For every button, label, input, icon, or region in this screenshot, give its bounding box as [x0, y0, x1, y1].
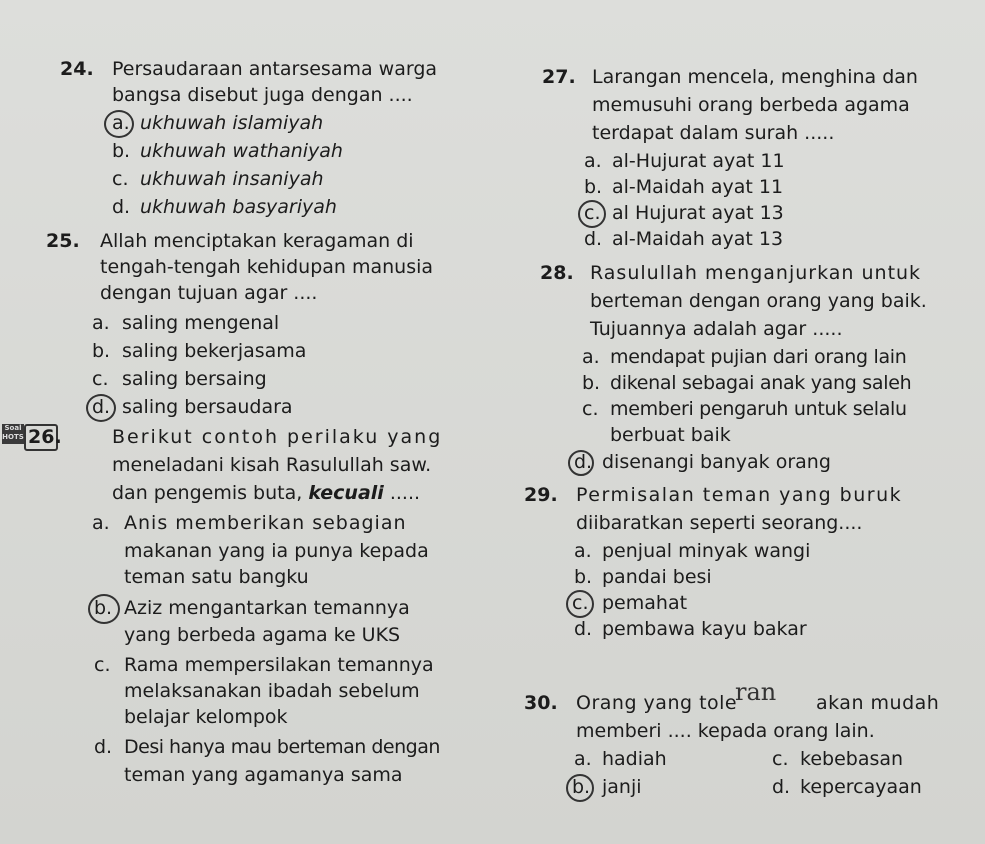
- option-27c-letter: c.: [584, 202, 601, 224]
- option-29c-letter: c.: [572, 592, 589, 614]
- question-26-stem-line-1: Berikut contoh perilaku yang: [112, 426, 443, 448]
- option-27d-text: al-Maidah ayat 13: [612, 228, 784, 250]
- option-25b-text: saling bekerjasama: [122, 340, 307, 362]
- option-27d-letter: d.: [584, 228, 603, 250]
- question-26-stem-line-2: meneladani kisah Rasulullah saw.: [112, 454, 432, 476]
- option-29c-text: pemahat: [602, 592, 688, 614]
- option-30a-letter: a.: [574, 748, 592, 770]
- option-27a-letter: a.: [584, 150, 602, 172]
- option-26a-line-3: teman satu bangku: [124, 566, 309, 588]
- option-26d-letter: d.: [94, 736, 113, 758]
- question-26-stem-suffix: .....: [383, 482, 421, 504]
- option-30c-text: kebebasan: [800, 748, 904, 770]
- handwritten-correction: ran: [735, 678, 777, 706]
- question-30-stem-line-1a: Orang yang tole: [576, 692, 738, 714]
- question-26-stem-except: kecuali: [308, 482, 384, 504]
- option-25c-text: saling bersaing: [122, 368, 267, 390]
- option-25c-letter: c.: [92, 368, 109, 390]
- option-25d-text: saling bersaudara: [122, 396, 293, 418]
- option-24d-text: ukhuwah basyariyah: [140, 196, 337, 218]
- question-26-number: 26.: [28, 426, 62, 448]
- option-28c-line-1: memberi pengaruh untuk selalu: [610, 398, 907, 420]
- option-30d-letter: d.: [772, 776, 791, 798]
- option-30c-letter: c.: [772, 748, 789, 770]
- question-28-stem-line-1: Rasulullah menganjurkan untuk: [590, 262, 922, 284]
- option-24b-text: ukhuwah wathaniyah: [140, 140, 343, 162]
- option-29b-text: pandai besi: [602, 566, 712, 588]
- option-29a-letter: a.: [574, 540, 592, 562]
- option-25d-letter: d.: [92, 396, 111, 418]
- question-27-stem-line-3: terdapat dalam surah .....: [592, 122, 835, 144]
- question-29-number: 29.: [524, 484, 558, 506]
- option-29d-letter: d.: [574, 618, 593, 640]
- option-30a-text: hadiah: [602, 748, 667, 770]
- option-26c-line-2: melaksanakan ibadah sebelum: [124, 680, 420, 702]
- question-24-number: 24.: [60, 58, 94, 80]
- option-28c-letter: c.: [582, 398, 599, 420]
- question-27-stem-line-2: memusuhi orang berbeda agama: [592, 94, 910, 116]
- option-28c-line-2: berbuat baik: [610, 424, 731, 446]
- option-29b-letter: b.: [574, 566, 593, 588]
- question-27-stem-line-1: Larangan mencela, menghina dan: [592, 66, 918, 88]
- option-26b-line-1: Aziz mengantarkan temannya: [124, 597, 410, 619]
- option-24c-text: ukhuwah insaniyah: [140, 168, 324, 190]
- option-26d-line-1: Desi hanya mau berteman dengan: [124, 736, 440, 758]
- option-26b-line-2: yang berbeda agama ke UKS: [124, 624, 401, 646]
- option-27b-text: al-Maidah ayat 11: [612, 176, 784, 198]
- option-27c-text: al Hujurat ayat 13: [612, 202, 784, 224]
- option-28b-letter: b.: [582, 372, 601, 394]
- question-28-stem-line-3: Tujuannya adalah agar .....: [590, 318, 843, 340]
- option-30b-letter: b.: [572, 776, 591, 798]
- question-29-stem-line-1: Permisalan teman yang buruk: [576, 484, 903, 506]
- option-25b-letter: b.: [92, 340, 111, 362]
- option-28d-letter: d.: [574, 451, 593, 473]
- option-26d-line-2: teman yang agamanya sama: [124, 764, 403, 786]
- question-25-stem-line-2: tengah-tengah kehidupan manusia: [100, 256, 434, 278]
- option-26a-letter: a.: [92, 512, 110, 534]
- option-24c-letter: c.: [112, 168, 129, 190]
- option-26c-letter: c.: [94, 654, 111, 676]
- option-28d-text: disenangi banyak orang: [602, 451, 831, 473]
- question-26-stem-prefix: dan pengemis buta,: [112, 482, 309, 504]
- question-25-stem-line-3: dengan tujuan agar ....: [100, 282, 318, 304]
- option-25a-letter: a.: [92, 312, 110, 334]
- question-24-stem-line-2: bangsa disebut juga dengan ....: [112, 84, 413, 106]
- option-29a-text: penjual minyak wangi: [602, 540, 811, 562]
- question-28-stem-line-2: berteman dengan orang yang baik.: [590, 290, 927, 312]
- option-24a-text: ukhuwah islamiyah: [140, 112, 324, 134]
- question-29-stem-line-2: diibaratkan seperti seorang....: [576, 512, 863, 534]
- option-26c-line-3: belajar kelompok: [124, 706, 288, 728]
- question-30-stem-line-2: memberi .... kepada orang lain.: [576, 720, 875, 742]
- hots-badge: Soal HOTS: [2, 424, 24, 444]
- option-30b-text: janji: [602, 776, 642, 798]
- option-29d-text: pembawa kayu bakar: [602, 618, 807, 640]
- option-25a-text: saling mengenal: [122, 312, 280, 334]
- option-24d-letter: d.: [112, 196, 131, 218]
- option-28b-text: dikenal sebagai anak yang saleh: [610, 372, 912, 394]
- option-24b-letter: b.: [112, 140, 131, 162]
- option-26c-line-1: Rama mempersilakan temannya: [124, 654, 434, 676]
- option-27a-text: al-Hujurat ayat 11: [612, 150, 785, 172]
- option-26a-line-1: Anis memberikan sebagian: [124, 512, 407, 534]
- question-24-stem-line-1: Persaudaraan antarsesama warga: [112, 58, 438, 80]
- question-26-stem-line-3: [112, 482, 420, 504]
- option-26b-letter: b.: [94, 597, 113, 619]
- question-25-stem-line-1: Allah menciptakan keragaman di: [100, 230, 414, 252]
- option-26a-line-2: makanan yang ia punya kepada: [124, 540, 429, 562]
- option-30d-text: kepercayaan: [800, 776, 922, 798]
- question-27-number: 27.: [542, 66, 576, 88]
- question-30-stem-line-1b: akan mudah: [816, 692, 940, 714]
- option-28a-letter: a.: [582, 346, 600, 368]
- question-30-number: 30.: [524, 692, 558, 714]
- option-28a-text: mendapat pujian dari orang lain: [610, 346, 907, 368]
- question-28-number: 28.: [540, 262, 574, 284]
- option-24a-letter: a.: [112, 112, 130, 134]
- question-25-number: 25.: [46, 230, 80, 252]
- option-27b-letter: b.: [584, 176, 603, 198]
